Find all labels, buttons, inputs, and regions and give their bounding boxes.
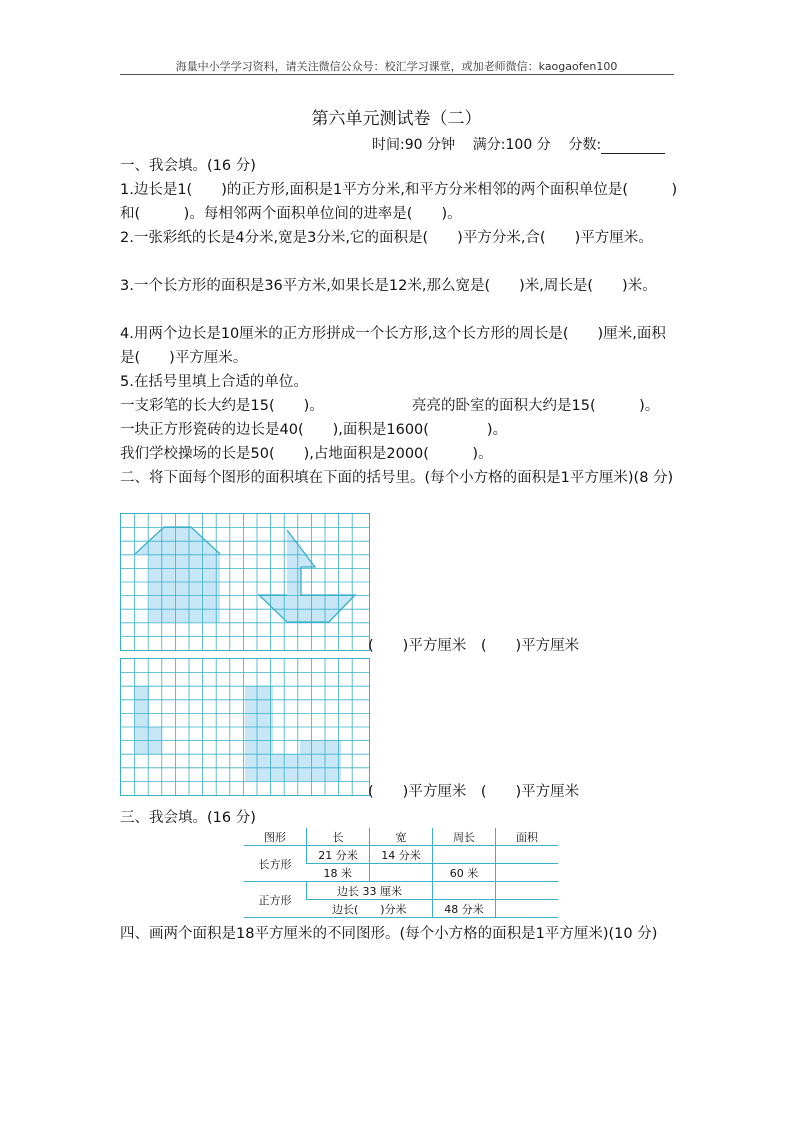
question-5: 5.在括号里填上合适的单位。	[120, 374, 308, 390]
score-label: 分数:	[568, 137, 602, 153]
score-blank[interactable]	[601, 139, 665, 154]
question-4: 4.用两个边长是10厘米的正方形拼成一个长方形,这个长方形的周长是( )厘米,面积是( )平方厘米。	[120, 326, 666, 366]
page-header: 海量中小学学习资料，请关注微信公众号：校汇学习课堂，或加老师微信：kaogaofen100	[175, 60, 618, 73]
section1-heading: 一、我会填。(16 分)	[120, 158, 256, 174]
cell: 边长 33 厘米	[307, 882, 433, 900]
header-rule	[120, 74, 674, 75]
page-title: 第六单元测试卷（二）	[311, 109, 482, 129]
th-length: 长	[307, 828, 370, 846]
table-row	[244, 846, 558, 864]
question-1: 1.边长是1( )的正方形,面积是1平方分米,和平方分米相邻的两个面积单位是( )和( )。每相邻两个面积单位间的进率是( )。	[120, 182, 678, 222]
th-area: 面积	[496, 828, 559, 846]
question-5d: 我们学校操场的长是50( ),占地面积是2000( )。	[120, 446, 493, 462]
cell: 21 分米	[307, 846, 370, 864]
time-text: 时间:90 分钟	[372, 137, 455, 153]
shape-l2	[245, 686, 341, 781]
exam-meta	[372, 134, 665, 154]
cell[interactable]	[496, 846, 559, 864]
cell[interactable]	[370, 864, 433, 882]
rect-label: 长方形	[244, 846, 307, 882]
grid-figure-2	[120, 658, 370, 796]
cell[interactable]	[496, 864, 559, 882]
th-shape: 图形	[244, 828, 307, 846]
question-5a: 一支彩笔的长大约是15( )。	[120, 398, 324, 414]
section3-heading: 三、我会填。(16 分)	[120, 810, 256, 826]
cell: 18 米	[307, 864, 370, 882]
section4-heading: 四、画两个面积是18平方厘米的不同图形。(每个小方格的面积是1平方厘米)(10 分)	[120, 926, 658, 942]
cell[interactable]	[496, 900, 559, 918]
question-5c: 一块正方形瓷砖的边长是40( ),面积是1600( )。	[120, 422, 508, 438]
cell: 边长( )分米	[307, 900, 433, 918]
th-width: 宽	[370, 828, 433, 846]
grid-figure-1	[120, 513, 370, 651]
section2-heading: 二、将下面每个图形的面积填在下面的括号里。(每个小方格的面积是1平方厘米)(8 分)	[120, 470, 674, 486]
full-score-text: 满分:100 分	[472, 137, 551, 153]
table-header-row	[244, 828, 558, 846]
cell[interactable]	[433, 882, 496, 900]
question-2: 2.一张彩纸的长是4分米,宽是3分米,它的面积是( )平方分米,合( )平方厘米。	[120, 230, 653, 246]
th-perimeter: 周长	[433, 828, 496, 846]
table-row	[244, 882, 558, 900]
cell[interactable]	[496, 882, 559, 900]
cell[interactable]	[433, 846, 496, 864]
grid1-answer: ( )平方厘米 ( )平方厘米	[368, 638, 580, 654]
cell: 60 米	[433, 864, 496, 882]
grid2-answer: ( )平方厘米 ( )平方厘米	[368, 784, 580, 800]
cell: 14 分米	[370, 846, 433, 864]
question-3: 3.一个长方形的面积是36平方米,如果长是12米,那么宽是( )米,周长是( )米。	[120, 278, 657, 294]
cell: 48 分米	[433, 900, 496, 918]
question-5b: 亮亮的卧室的面积大约是15( )。	[412, 398, 660, 414]
square-label: 正方形	[244, 882, 307, 918]
measure-table	[244, 828, 558, 918]
